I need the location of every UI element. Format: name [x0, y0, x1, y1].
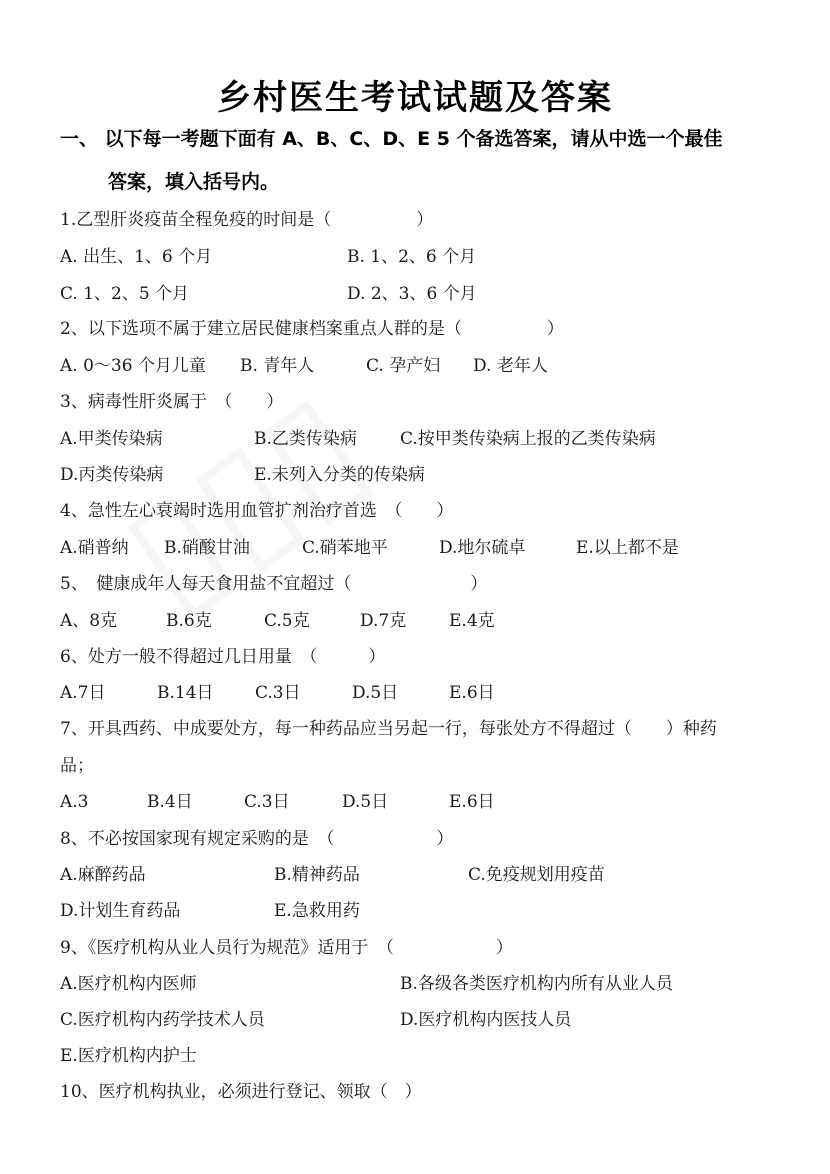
q1-option-c: C. 1、2、5 个月 — [60, 284, 190, 304]
q5-option-c: C.5克 — [264, 611, 310, 631]
q1-stem: 1.乙型肝炎疫苗全程免疫的时间是（ ） — [60, 210, 434, 230]
q2-option-c: C. 孕产妇 — [366, 356, 441, 376]
q1-option-a: A. 出生、1、6 个月 — [60, 247, 213, 267]
q6-option-a: A.7日 — [60, 683, 106, 703]
q4-option-e: E.以上都不是 — [576, 538, 679, 558]
q5-option-e: E.4克 — [449, 611, 495, 631]
q5-option-b: B.6克 — [166, 611, 212, 631]
q9-option-c: C.医疗机构内药学技术人员 — [60, 1010, 265, 1030]
q8-option-e: E.急救用药 — [274, 901, 360, 921]
q9-option-b: B.各级各类医疗机构内所有从业人员 — [400, 974, 673, 994]
q9-option-d: D.医疗机构内医技人员 — [400, 1010, 572, 1030]
q2-option-b: B. 青年人 — [240, 356, 315, 376]
q3-option-c: C.按甲类传染病上报的乙类传染病 — [400, 429, 656, 449]
q8-option-d: D.计划生育药品 — [60, 901, 181, 921]
q1-option-b: B. 1、2、6 个月 — [347, 247, 477, 267]
q7-option-b: B.4日 — [147, 792, 193, 812]
q5-stem: 5、 健康成年人每天食用盐不宜超过（ ） — [60, 574, 488, 594]
q5-option-a: A、8克 — [60, 611, 118, 631]
q2-stem: 2、以下选项不属于建立居民健康档案重点人群的是（ ） — [60, 319, 564, 339]
q8-option-a: A.麻醉药品 — [60, 865, 146, 885]
q1-option-d: D. 2、3、6 个月 — [347, 284, 477, 304]
q3-option-d: D.丙类传染病 — [60, 465, 164, 485]
q4-option-c: C.硝苯地平 — [302, 538, 388, 558]
q3-option-a: A.甲类传染病 — [60, 429, 163, 449]
section-heading-line1: 一、 以下每一考题下面有 A、B、C、D、E 5 个备选答案，请从中选一个最佳 — [60, 128, 723, 150]
q9-stem: 9、《医疗机构从业人员行为规范》适用于 （ ） — [60, 938, 513, 958]
q8-stem: 8、不必按国家现有规定采购的是 （ ） — [60, 829, 454, 849]
q7-option-d: D.5日 — [342, 792, 389, 812]
q6-option-c: C.3日 — [255, 683, 301, 703]
q7-stem-cont: 品； — [60, 756, 94, 776]
q4-stem: 4、急性左心衰竭时选用血管扩剂治疗首选 （ ） — [60, 501, 454, 521]
q6-stem: 6、处方一般不得超过几日用量 （ ） — [60, 647, 386, 667]
q7-option-c: C.3日 — [244, 792, 290, 812]
q8-option-b: B.精神药品 — [274, 865, 360, 885]
q10-stem: 10、医疗机构执业，必须进行登记、领取（ ） — [60, 1082, 422, 1102]
q6-option-e: E.6日 — [449, 683, 495, 703]
q4-option-a: A.硝普纳 — [60, 538, 129, 558]
q6-option-d: D.5日 — [352, 683, 399, 703]
q7-option-e: E.6日 — [449, 792, 495, 812]
watermark — [92, 328, 808, 1172]
q9-option-a: A.医疗机构内医师 — [60, 974, 197, 994]
q2-option-a: A. 0～36 个月儿童 — [60, 356, 206, 376]
q4-option-b: B.硝酸甘油 — [164, 538, 250, 558]
q2-option-d: D. 老年人 — [473, 356, 548, 376]
q4-option-d: D.地尔硫卓 — [439, 538, 526, 558]
q3-option-b: B.乙类传染病 — [254, 429, 357, 449]
q6-option-b: B.14日 — [157, 683, 214, 703]
q3-option-e: E.未列入分类的传染病 — [254, 465, 425, 485]
q7-stem: 7、开具西药、中成要处方，每一种药品应当另起一行，每张处方不得超过（ ）种药 — [60, 719, 717, 739]
q7-option-a: A.3 — [60, 792, 89, 812]
section-heading-line2: 答案，填入括号内。 — [108, 171, 280, 193]
page-title: 乡村医生考试试题及答案 — [217, 78, 613, 118]
q5-option-d: D.7克 — [360, 611, 407, 631]
q9-option-e: E.医疗机构内护士 — [60, 1046, 197, 1066]
q8-option-c: C.免疫规划用疫苗 — [468, 865, 605, 885]
q3-stem: 3、病毒性肝炎属于 （ ） — [60, 392, 284, 412]
